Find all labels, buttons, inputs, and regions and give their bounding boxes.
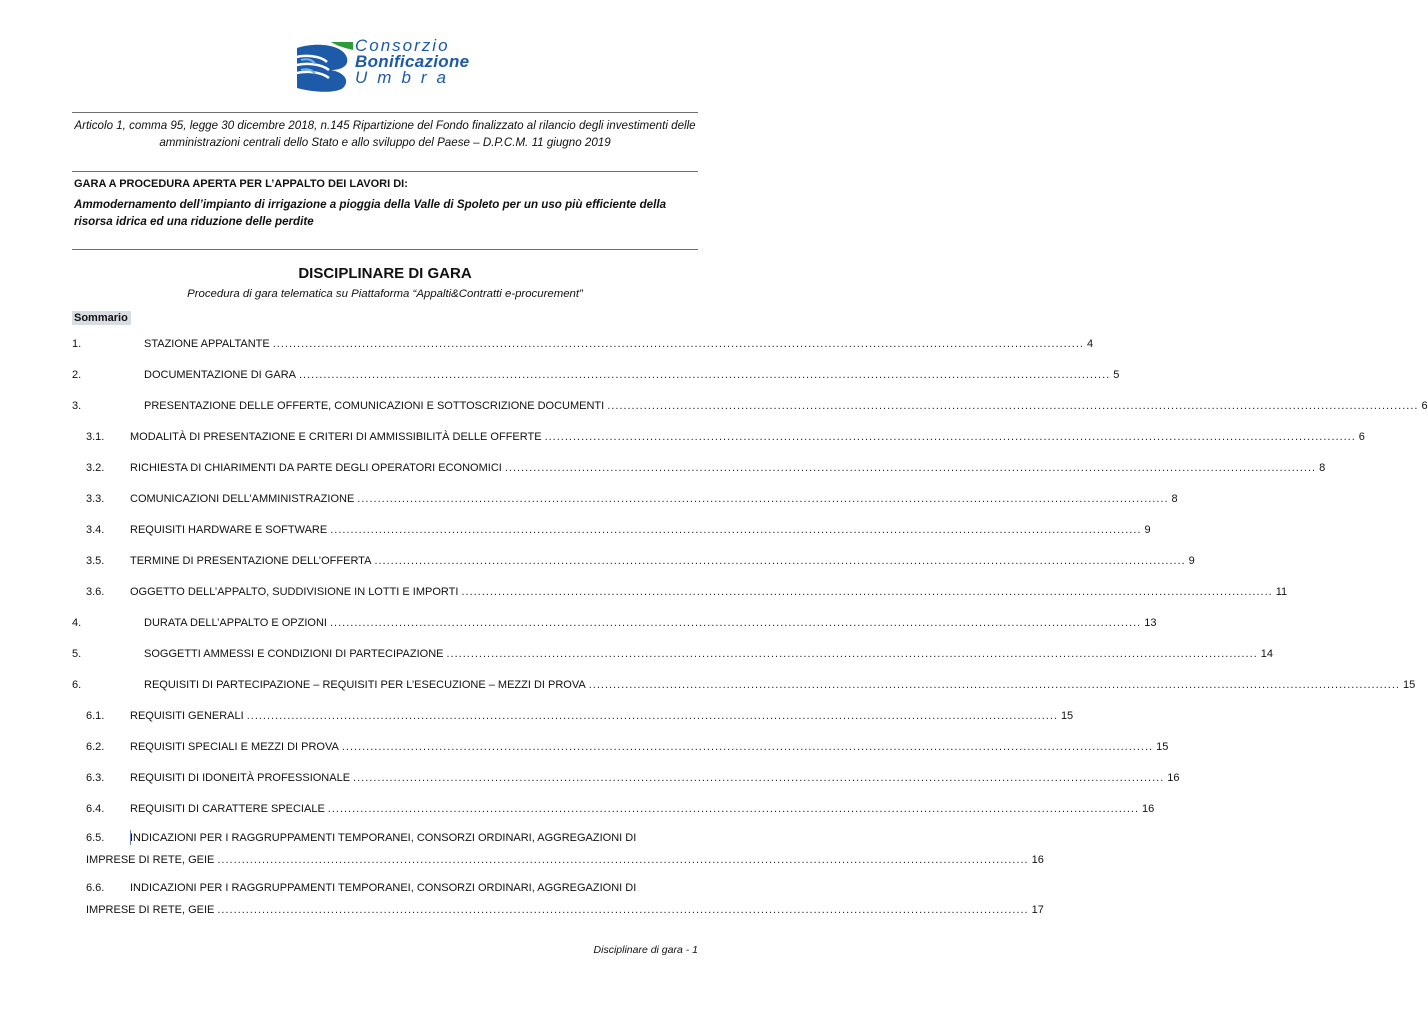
toc-entry-6-1[interactable] — [72, 708, 1074, 724]
consorzio-logo-text — [355, 38, 469, 86]
toc-entry-3-6[interactable] — [72, 584, 1288, 600]
toc-number: 6.6. — [86, 882, 105, 894]
toc-entry-6[interactable] — [72, 677, 1416, 693]
document-title: DISCIPLINARE DI GARA — [298, 265, 472, 282]
page-footer: Disciplinare di gara - 1 — [593, 944, 698, 956]
toc-title: INDICAZIONI PER I RAGGRUPPAMENTI TEMPORANEI, CONSORZI ORDINARI, AGGREGAZIONI DI — [130, 882, 637, 894]
toc-leader-dots: ........................................................................................................................................................................................................ — [330, 524, 1142, 536]
toc-number: 3.5. — [86, 555, 105, 567]
toc-entry-6-3[interactable] — [72, 770, 1180, 786]
toc-number: 3.1. — [86, 431, 105, 443]
toc-number: 6.2. — [86, 741, 105, 753]
toc-title-continuation: IMPRESE DI RETE, GEIE — [86, 904, 215, 916]
toc-entry-3-2[interactable] — [72, 460, 1326, 476]
toc-page-number: 15 — [1060, 710, 1074, 722]
logo-line-consorzio: Consorzio — [355, 36, 450, 55]
legal-reference: Articolo 1, comma 95, legge 30 dicembre 2018, n.145 Ripartizione del Fondo finalizzato al rilancio degli investimenti delle amministrazioni centrali dello Stato e allo sviluppo del Paese – D.P.C.M. 11 giugno 2019 — [74, 119, 696, 149]
toc-entry-3-3[interactable] — [72, 491, 1178, 507]
toc-page-number: 13 — [1144, 617, 1157, 629]
toc-number: 6.3. — [86, 772, 105, 784]
toc-title: REQUISITI SPECIALI E MEZZI DI PROVA — [130, 741, 339, 753]
toc-title: INDICAZIONI PER I RAGGRUPPAMENTI TEMPORANEI, CONSORZI ORDINARI, AGGREGAZIONI DI — [130, 832, 637, 844]
toc-entry-4[interactable] — [72, 615, 1157, 631]
toc-page-number: 8 — [1171, 493, 1178, 505]
divider — [72, 112, 698, 113]
toc-leader-dots: ........................................................................................................................................................................................................ — [607, 400, 1419, 412]
consorzio-logo — [291, 38, 491, 96]
divider — [72, 171, 698, 172]
toc-entry-2[interactable] — [72, 367, 1120, 383]
toc-title: REQUISITI DI CARATTERE SPECIALE — [130, 803, 325, 815]
toc-page-number: 16 — [1142, 803, 1155, 815]
toc-page-number: 17 — [1031, 904, 1044, 916]
toc-leader-dots: ........................................................................................................................................................................................................ — [298, 369, 1111, 381]
toc-title: MODALITÀ DI PRESENTAZIONE E CRITERI DI AMMISSIBILITÀ DELLE OFFERTE — [130, 431, 542, 443]
toc-page-number: 14 — [1260, 648, 1273, 660]
toc-page-number: 4 — [1086, 338, 1094, 350]
toc-title: DOCUMENTAZIONE DI GARA — [144, 369, 296, 381]
toc-leader-dots: ........................................................................................................................................................................................................ — [327, 803, 1140, 815]
toc-leader-dots: ........................................................................................................................................................................................................ — [217, 854, 1029, 866]
toc-page-number: 6 — [1358, 431, 1365, 443]
toc-number: 6.1. — [86, 710, 105, 722]
toc-title: RICHIESTA DI CHIARIMENTI DA PARTE DEGLI OPERATORI ECONOMICI — [130, 462, 502, 474]
document-subtitle: Procedura di gara telematica su Piattaforma “Appalti&Contratti e-procurement” — [187, 288, 583, 300]
toc-leader-dots: ........................................................................................................................................................................................................ — [246, 710, 1058, 722]
toc-leader-dots: ........................................................................................................................................................................................................ — [461, 586, 1273, 598]
toc-leader-dots: ........................................................................................................................................................................................................ — [588, 679, 1400, 691]
toc-leader-dots: ........................................................................................................................................................................................................ — [272, 338, 1084, 350]
gara-title: GARA A PROCEDURA APERTA PER L’APPALTO DEI LAVORI DI: — [74, 178, 408, 190]
toc-entry-3-5[interactable] — [72, 553, 1195, 569]
logo-line-bonificazione: Bonificazione — [355, 52, 470, 71]
toc-title: TERMINE DI PRESENTAZIONE DELL’OFFERTA — [130, 555, 372, 567]
toc-entry-5[interactable] — [72, 646, 1273, 662]
consorzio-logo-mark-icon — [291, 40, 355, 92]
toc-page-number: 8 — [1319, 462, 1326, 474]
toc-number: 3.2. — [86, 462, 105, 474]
toc-title: STAZIONE APPALTANTE — [144, 338, 270, 350]
text-cursor — [130, 830, 131, 845]
toc-page-number: 9 — [1188, 555, 1195, 567]
gara-object: Ammodernamento dell’impianto di irrigazione a pioggia della Valle di Spoleto per un uso più efficiente della risorsa idrica ed una riduzione delle perdite — [74, 198, 667, 228]
toc-number: 3.4. — [86, 524, 105, 536]
toc-number: 5. — [72, 648, 82, 660]
toc-title: PRESENTAZIONE DELLE OFFERTE, COMUNICAZIONI E SOTTOSCRIZIONE DOCUMENTI — [144, 400, 605, 412]
logo-line-umbra: Umbra — [355, 68, 457, 87]
toc-title: REQUISITI GENERALI — [130, 710, 244, 722]
toc-leader-dots: ........................................................................................................................................................................................................ — [357, 493, 1169, 505]
toc-entry-6-4[interactable] — [72, 801, 1155, 817]
toc-leader-dots: ........................................................................................................................................................................................................ — [217, 904, 1029, 916]
toc-number: 6.5. — [86, 832, 105, 844]
toc-page-number: 11 — [1275, 586, 1288, 598]
toc-page-number: 9 — [1144, 524, 1151, 536]
toc-entry-6-2[interactable] — [72, 739, 1169, 755]
toc-page-number: 16 — [1031, 854, 1044, 866]
toc-title: OGGETTO DELL’APPALTO, SUDDIVISIONE IN LOTTI E IMPORTI — [130, 586, 459, 598]
toc-leader-dots: ........................................................................................................................................................................................................ — [446, 648, 1258, 660]
toc-title-continuation: IMPRESE DI RETE, GEIE — [86, 854, 215, 866]
toc-page-number: 15 — [1156, 741, 1169, 753]
toc-page-number: 5 — [1113, 369, 1120, 381]
toc-page-number: 15 — [1402, 679, 1416, 691]
toc-number: 6.4. — [86, 803, 105, 815]
toc-page-number: 16 — [1167, 772, 1180, 784]
toc-leader-dots: ........................................................................................................................................................................................................ — [374, 555, 1186, 567]
toc-number: 4. — [72, 617, 82, 629]
toc-page-number: 6 — [1421, 400, 1428, 412]
toc-title: COMUNICAZIONI DELL’AMMINISTRAZIONE — [130, 493, 355, 505]
toc-leader-dots: ........................................................................................................................................................................................................ — [504, 462, 1317, 474]
toc-leader-dots: ........................................................................................................................................................................................................ — [329, 617, 1142, 629]
toc-title: REQUISITI DI PARTECIPAZIONE – REQUISITI PER L’ESECUZIONE – MEZZI DI PROVA — [144, 679, 586, 691]
toc-number: 3. — [72, 400, 82, 412]
toc-entry-3[interactable] — [72, 398, 1428, 414]
divider — [72, 249, 698, 250]
toc-number: 6. — [72, 679, 82, 691]
toc-title: DURATA DELL’APPALTO E OPZIONI — [144, 617, 327, 629]
toc-number: 1. — [72, 338, 82, 350]
toc-entry-1[interactable] — [72, 336, 1094, 352]
toc-number: 3.3. — [86, 493, 105, 505]
toc-entry-3-4[interactable] — [72, 522, 1151, 538]
toc-leader-dots: ........................................................................................................................................................................................................ — [544, 431, 1356, 443]
toc-title: REQUISITI DI IDONEITÀ PROFESSIONALE — [130, 772, 351, 784]
toc-number: 3.6. — [86, 586, 105, 598]
toc-entry-3-1[interactable] — [72, 429, 1365, 445]
toc-leader-dots: ........................................................................................................................................................................................................ — [353, 772, 1165, 784]
toc-heading: Sommario — [72, 311, 131, 325]
toc-title: REQUISITI HARDWARE E SOFTWARE — [130, 524, 328, 536]
toc-leader-dots: ........................................................................................................................................................................................................ — [341, 741, 1154, 753]
toc-number: 2. — [72, 369, 82, 381]
toc-title: SOGGETTI AMMESSI E CONDIZIONI DI PARTECIPAZIONE — [144, 648, 444, 660]
